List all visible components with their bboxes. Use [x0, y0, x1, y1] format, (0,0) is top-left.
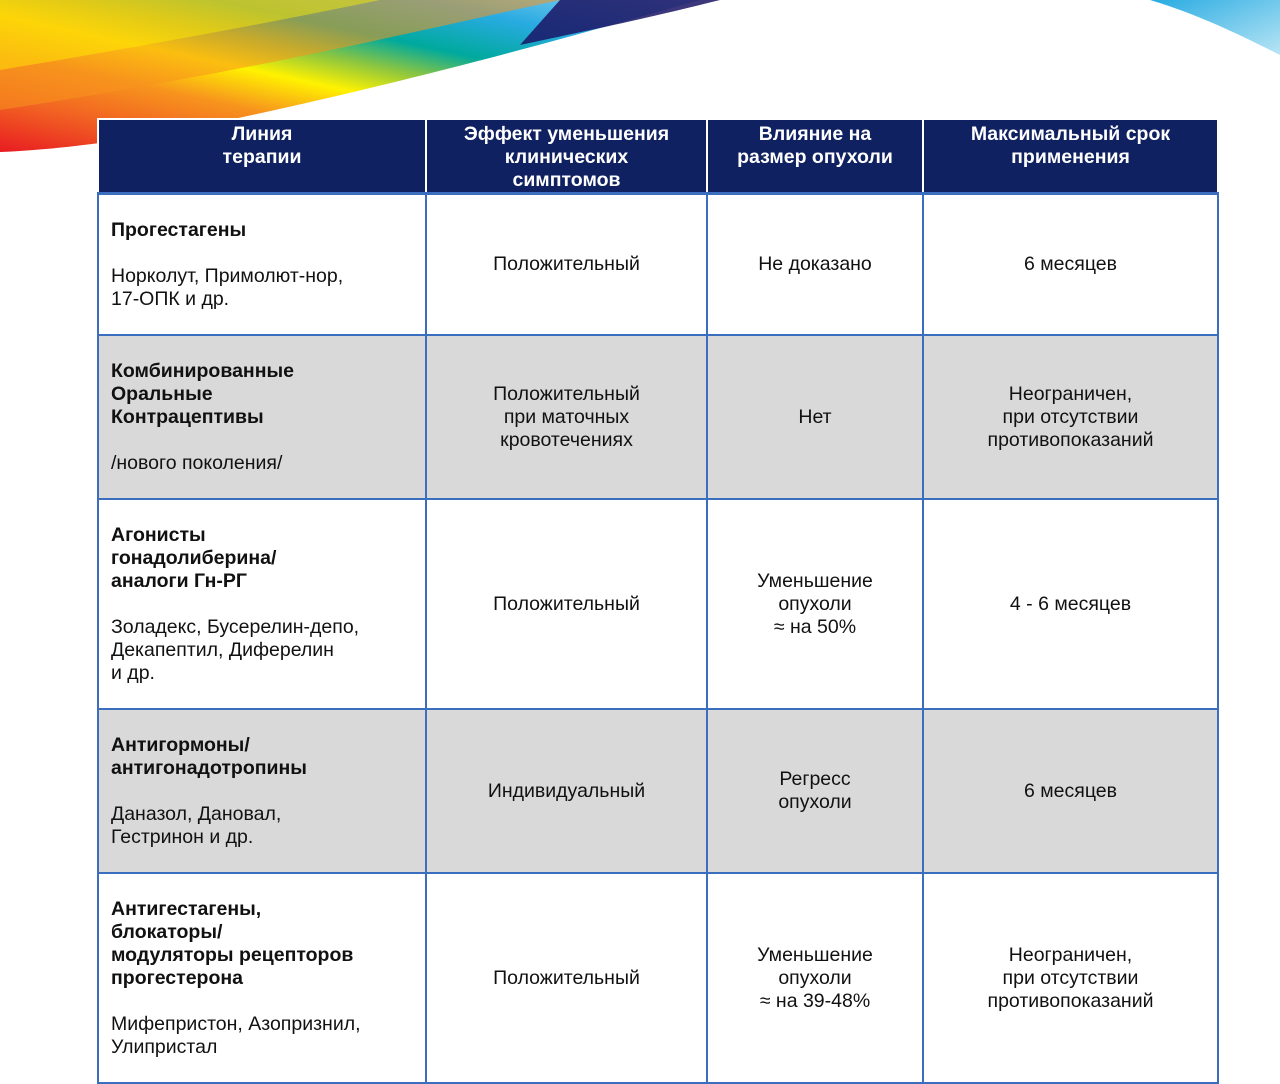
therapy-name: Антигормоны/ антигонадотропины	[111, 734, 307, 779]
drug-list: /нового поколения/	[111, 452, 283, 474]
therapy-cell	[98, 709, 426, 873]
duration-cell: 6 месяцев	[923, 709, 1218, 873]
duration-cell: 6 месяцев	[923, 194, 1218, 336]
therapy-name: Комбинированные Оральные Контрацептивы	[111, 360, 294, 428]
drug-list: Мифепристон, Азопризнил, Улипристал	[111, 1013, 361, 1058]
symptom-effect-cell: Индивидуальный	[426, 709, 707, 873]
header-max-duration: Максимальный срок применения	[923, 119, 1218, 194]
symptom-effect-cell: Положительный	[426, 499, 707, 709]
therapy-cell	[98, 499, 426, 709]
tumor-effect-cell: Не доказано	[707, 194, 923, 336]
symptom-effect-cell: Положительный	[426, 194, 707, 336]
drug-list: Даназол, Дановал, Гестринон и др.	[111, 803, 282, 848]
table-row	[98, 873, 1218, 1083]
therapy-name: Антигестагены, блокаторы/ модуляторы рецепторов прогестерона	[111, 898, 354, 989]
therapy-name: Прогестагены	[111, 219, 247, 241]
therapy-cell	[98, 194, 426, 336]
table-header-row	[98, 119, 1218, 194]
duration-cell: 4 - 6 месяцев	[923, 499, 1218, 709]
therapy-name: Агонисты гонадолиберина/ аналоги Гн-РГ	[111, 524, 277, 592]
table-row	[98, 335, 1218, 499]
symptom-effect-cell: Положительный при маточных кровотечениях	[426, 335, 707, 499]
tumor-effect-cell: Нет	[707, 335, 923, 499]
duration-cell: Неограничен, при отсутствии противопоказаний	[923, 335, 1218, 499]
header-symptom-effect: Эффект уменьшения клинических симптомов	[426, 119, 707, 194]
tumor-effect-cell: Уменьшение опухоли ≈ на 50%	[707, 499, 923, 709]
header-therapy-line: Линия терапии	[98, 119, 426, 194]
table-row	[98, 194, 1218, 336]
table-row	[98, 709, 1218, 873]
therapy-cell	[98, 335, 426, 499]
symptom-effect-cell: Положительный	[426, 873, 707, 1083]
therapy-comparison-table	[97, 118, 1219, 1084]
tumor-effect-cell: Регресс опухоли	[707, 709, 923, 873]
table-row	[98, 499, 1218, 709]
drug-list: Норколут, Примолют-нор, 17-ОПК и др.	[111, 265, 344, 310]
duration-cell: Неограничен, при отсутствии противопоказаний	[923, 873, 1218, 1083]
tumor-effect-cell: Уменьшение опухоли ≈ на 39-48%	[707, 873, 923, 1083]
drug-list: Золадекс, Бусерелин-депо, Декапептил, Диферелин и др.	[111, 616, 360, 684]
header-tumor-size-effect: Влияние на размер опухоли	[707, 119, 923, 194]
therapy-cell	[98, 873, 426, 1083]
